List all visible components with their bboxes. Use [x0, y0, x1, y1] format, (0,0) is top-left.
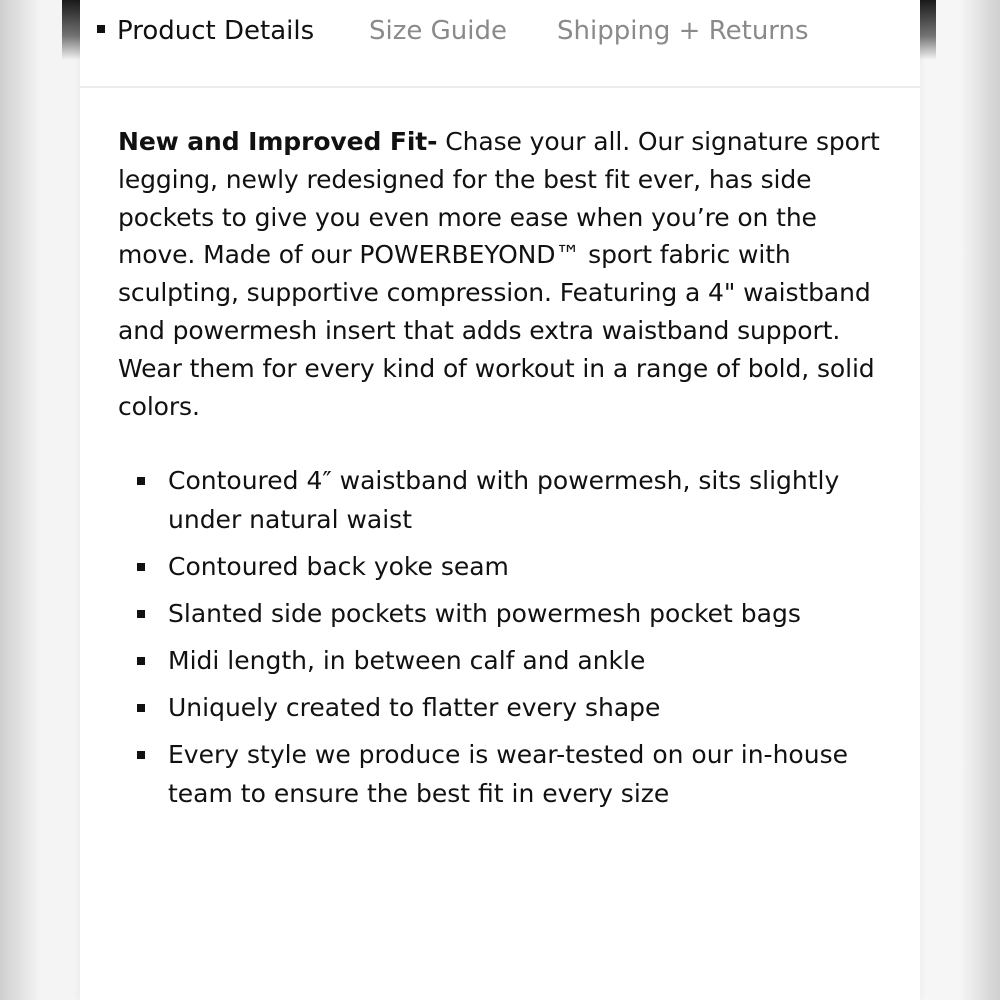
feature-list [118, 461, 898, 813]
product-description [118, 123, 898, 425]
list-item [118, 547, 898, 586]
feature-text: Slanted side pockets with powermesh pocket bags [168, 599, 801, 629]
product-details-content [118, 123, 898, 821]
list-item [118, 735, 898, 813]
feature-text: Midi length, in between calf and ankle [168, 646, 646, 676]
feature-text: Contoured back yoke seam [168, 552, 509, 582]
product-tabs [80, 0, 920, 88]
bullet-square-icon [137, 477, 145, 485]
backdrop-edge-right [920, 0, 936, 60]
feature-text: Every style we produce is wear-tested on our in-house team to ensure the best fit in every size [168, 740, 848, 809]
feature-text: Contoured 4″ waistband with powermesh, sits slightly under natural waist [168, 466, 840, 535]
tab-shipping-returns[interactable] [557, 14, 809, 48]
list-item [118, 641, 898, 680]
product-info-panel [80, 0, 920, 1000]
bullet-square-icon [137, 610, 145, 618]
feature-text: Uniquely created to flatter every shape [168, 693, 661, 723]
bullet-square-icon [137, 704, 145, 712]
bullet-square-icon [137, 657, 145, 665]
bullet-square-icon [137, 563, 145, 571]
tab-label: Size Guide [369, 16, 507, 46]
tab-product-details[interactable] [97, 14, 314, 48]
list-item [118, 594, 898, 633]
tab-label: Shipping + Returns [557, 16, 809, 46]
description-body: Chase your all. Our signature sport legging, newly redesigned for the best fit ever, has side pockets to give you even more ease when you’re on the move. Made of our POWERBEYOND™ sport fabric with sculpting, supportive compression. Featuring a 4" waistband and powermesh insert that adds extra waistband support. Wear them for every kind of workout in a range of bold, solid colors. [118, 127, 880, 421]
tab-label: Product Details [117, 16, 315, 46]
bullet-square-icon [137, 751, 145, 759]
active-tab-bullet-icon [97, 25, 105, 33]
backdrop-edge-left [62, 0, 80, 60]
tab-size-guide[interactable] [369, 14, 507, 48]
description-lead: New and Improved Fit- [118, 127, 438, 156]
list-item [118, 461, 898, 539]
list-item [118, 688, 898, 727]
